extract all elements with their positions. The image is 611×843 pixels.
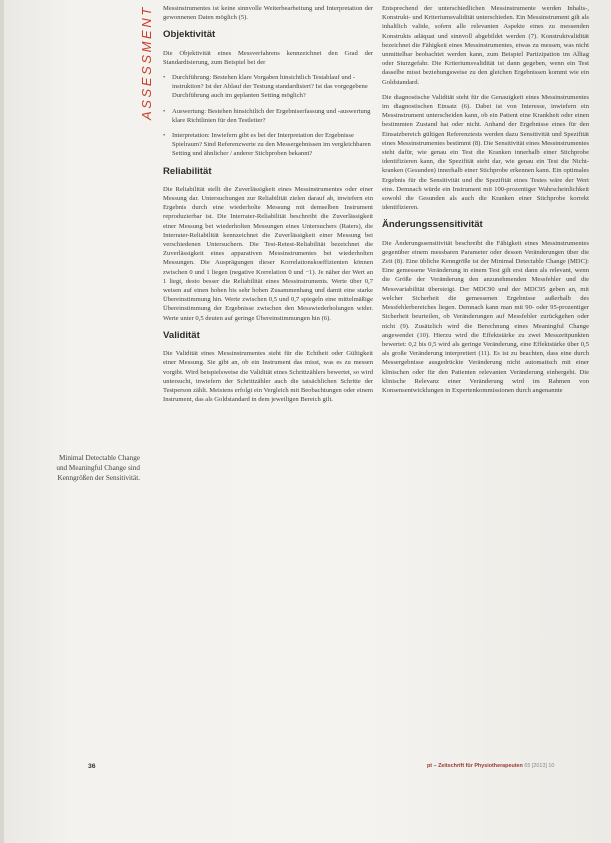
section-tag: ASSESSMENT	[139, 5, 154, 120]
bullet-auswertung: • Auswertung: Bestehen hinsichtlich der Ergebniserfassung und -auswertung klare Richtlinien für den Testleiter?	[163, 107, 373, 125]
heading-reliabilitaet: Reliabilität	[163, 165, 212, 177]
journal-footer	[427, 763, 554, 769]
bullet-interpretation: • Interpretation: Inwiefern gibt es bei der Interpretation der Ergebnisse Spielraum? Sind Referenzwerte zu den Messergebnissen im vergleichbaren Setting und ähnlicher / anderer Stichproben bekannt?	[163, 131, 373, 159]
page-number: 36	[88, 763, 96, 770]
validitaet-paragraph: Die Validität eines Messinstrumentes steht für die Echtheit oder Gültigkeit einer Messung. Sie gibt an, ob ein Instrument das misst, was es zu messen vorgibt. Wird beispielsweise die Validität eines Schrittzählers bewertet, so wird untersucht, inwiefern der Schrittzähler auch die tatsächlichen Schritte der Testperson zählt. Meistens erfolgt ein Vergleich mit Beobachtungen oder einem Instrument, das als Goldstandard in dem jeweiligen Bereich gilt.	[163, 350, 373, 404]
left-column	[163, 4, 373, 410]
objektivitaet-bullet-list	[163, 73, 373, 159]
page-edge-shadow	[0, 0, 4, 843]
journal-issue: 65 [2013] 10	[524, 763, 555, 769]
right-column	[382, 4, 589, 401]
margin-note: Minimal Detectable Change und Meaningful Change sind Kenngrößen der Sensitivität.	[56, 454, 140, 482]
heading-objektivitaet: Objektivität	[163, 29, 216, 41]
heading-aenderungssensitivitaet: Änderungssensitivität	[382, 219, 483, 231]
reliabilitaet-paragraph: Die Reliabilität stellt die Zuverlässigkeit eines Messinstrumentes oder einer Messung dar. Untersuchungen zur Reliabilität zielen darauf ab, inwiefern ein Ergebnis durch eine wiederholte Messung mit demselben Instrument reproduzierbar ist. Die Interrater-Reliabilität beschreibt die Zuverlässigkeit einer Messung bei wiederholten Messungen eines Untersuchers (Raters), die Interrater-Reliabilität kennzeichnet die Zuverlässigkeit einer Messung bei verschiedenen Untersuchern. Die Test-Retest-Reliabilität bezeichnet die Zuverlässigkeit eines apparativen Messinstrumentes bei wiederholten Messungen. Die Ausprägungen dieser Korrelationskoeffizienten können zwischen 0 und 1 liegen (negative Korrelation 0 und −1). Je näher der Wert an 1 liegt, desto besser die Reliabilität eines Messinstruments. Werte über 0,7 weisen auf einen hohen bis sehr hohen Zusammenhang und damit eine starke Übereinstimmung hin. Werte zwischen 0,5 und 0,7 spiegeln eine mittelmäßige Übereinstimmung der Ergebnisse zwischen den Messwiederholungen wider. Werte unter 0,5 deuten auf geringe Übereinstimmungen hin (6).	[163, 185, 373, 322]
objektivitaet-paragraph: Die Objektivität eines Messverfahrens kennzeichnet den Grad der Standardisierung, zum Beispiel bei der	[163, 49, 373, 66]
right-intro-paragraph: Entsprechend der unterschiedlichen Messinstrumente werden Inhalts-, Konstrukt- und Kriteriumsvalidität unterschieden. Ein Messinstrument gilt als inhaltlich valide, sofern alle relevanten Aspekte eines zu messenden Konstrukts adäquat und sinnvoll abgebildet werden (7). Konstruktvalidität bezeichnet die Fähigkeit eines Messinstrumentes, etwas zu messen, was nicht unmittelbar beobachtet werden kann, zum Beispiel Partizipation im Alltag oder Sturzgefahr. Die Kriteriumsvalidität ist dann gegeben, wenn ein Test dasselbe misst beziehungsweise zu den gleichen Ergebnissen kommt wie ein Goldstandard.	[382, 5, 589, 86]
journal-name: pt – Zeitschrift für Physiotherapeuten	[427, 763, 523, 769]
heading-validitaet: Validität	[163, 329, 200, 341]
diagnostic-validity-paragraph: Die diagnostische Validität steht für die Genauigkeit eines Messinstrumentes im diagnostischen Einsatz (6). Dabei ist von Interesse, inwiefern ein Messinstrument unterscheiden kann, ob ein Patient eine Krankheit oder einen bestimmten Zustand hat oder nicht. Anhand der Ergebnisse eines für den Einsatzbereich gültigen Referenztests werden dazu Sensitivität und Spezifität eines Messinstrumentes bestimmt (8). Die Sensitivität eines Messinstrumentes steht dafür, wie genau ein Test die Kranken innerhalb einer Stichprobe identifizieren kann, die Spezifität steht dar, wie genau ein Test die Nicht-kranken (Gesunden) innerhalb einer Stichprobe erkennen kann. Ein optimales Ergebnis für die Sensitivität und die Spezifität eines Testes wäre der Wert eins. Demnach würde ein Instrument mit 100-prozentiger Wahrscheinlichkeit sowohl die Gesunden als auch die Kranken einer Stichprobe korrekt identifizieren.	[382, 93, 589, 212]
bullet-durchfuehrung: • Durchführung: Bestehen klare Vorgaben hinsichtlich Testablauf und -instruktion? Ist der Ablauf der Testung standardisiert? Ist das vorgegebene Durchführung auch im geplanten Setting möglich?	[163, 73, 373, 101]
left-intro-paragraph: Messinstrumentes ist keine sinnvolle Weiterbearbeitung und Interpretation der gewonnenen Daten möglich (5).	[163, 5, 373, 22]
aenderungssensitivitaet-paragraph: Die Änderungssensitivität beschreibt die Fähigkeit eines Messinstrumentes gegenüber einem messbaren Parameter oder dessen Veränderungen über die Zeit (8). Eine übliche Kenngröße ist der Minimal Detectable Change (MDC): Eine gemessene Veränderung in einem Test gilt erst dann als relevant, wenn die Größe der Veränderung den anzunehmenden Messfehler und die Messvariabilität übersteigt. Der MDC90 und der MDC95 geben an, mit welcher Sicherheit die gemessenen Ergebnisse außerhalb des Messfehlerbereiches liegen. Demnach kann man mit 90- oder 95-prozentiger Sicherheit beurteilen, ob Veränderungen auf Messfehler zurückgehen oder nicht (9). Zusätzlich wird die Berechnung eines Meaningful Change angewendet (10). Hierzu wird die Effektstärke zu zwei Messzeitpunkten bewertet: 0,2 bis 0,5 wird als geringe Veränderung, eine Effektstärke über 0,5 als große Veränderung interpretiert (11). Es ist zu beachten, dass eine durch Messergebnisse ausgedrückte Veränderung nicht automatisch mit einer klinischen oder für den Patienten relevanten Veränderung einhergeht. Die klinische Relevanz einer Veränderung wird im Rahmen von Konsensentwicklungen in Expertenkommissionen durch angenannte	[382, 239, 589, 394]
